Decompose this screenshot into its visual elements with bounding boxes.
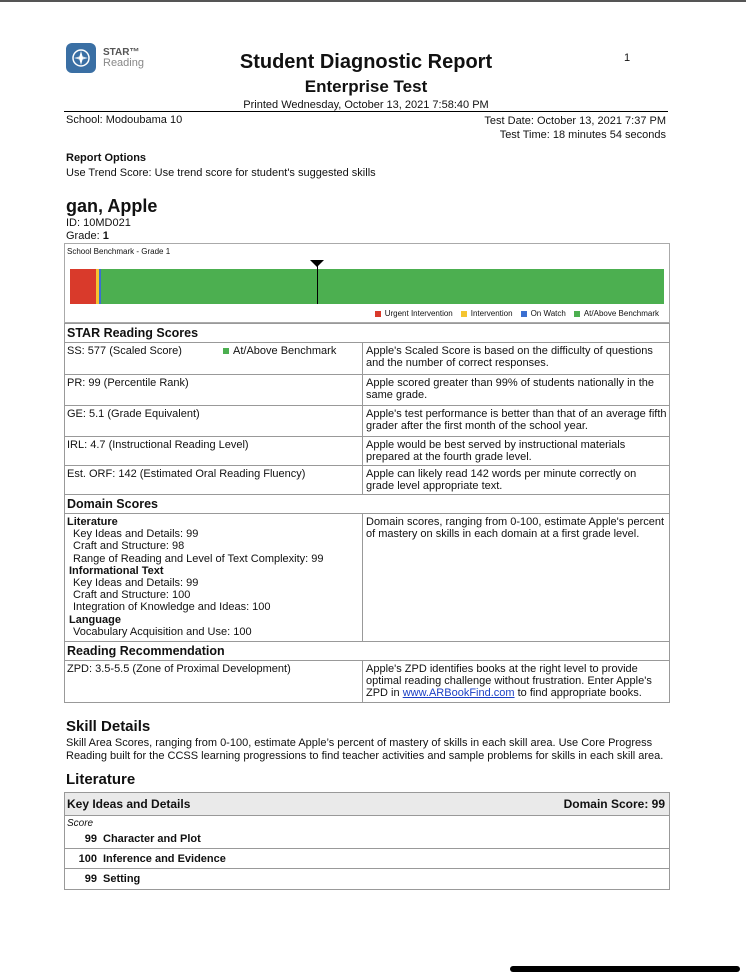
score-row [65, 465, 669, 494]
legend-item [521, 309, 566, 318]
test-time: Test Time: 18 minutes 54 seconds [499, 129, 666, 141]
logo-star-text: STAR™ [103, 47, 140, 58]
skill-score: 99 [84, 832, 97, 845]
score-description: Apple scored greater than 99% of students nationally in the same grade. [366, 377, 655, 401]
legend-item [461, 309, 513, 318]
score-description: Apple's test performance is better than that of an average fifth grader after the first month of the school year. [366, 408, 667, 432]
legend-swatch-icon [375, 311, 381, 317]
legend-swatch-icon [574, 311, 580, 317]
benchmark-segment [101, 269, 664, 304]
key-ideas-header [65, 793, 669, 816]
school-name: School: Modoubama 10 [66, 114, 183, 126]
score-label: GE: 5.1 (Grade Equivalent) [65, 406, 363, 436]
domain-item: Range of Reading and Level of Text Complexity: 99 [73, 552, 324, 565]
skill-score: 100 [78, 852, 97, 865]
score-label [65, 343, 363, 374]
key-ideas-box [64, 792, 670, 890]
zpd-text: Apple's ZPD identifies books at the right level to provide optimal reading challenge without frustration. Enter Apple's ZPD in [366, 663, 652, 699]
score-row [65, 342, 669, 374]
domain-item: Key Ideas and Details: 99 [73, 577, 199, 590]
score-description: Apple can likely read 142 words per minute correctly on grade level appropriate text. [366, 468, 637, 492]
header-rule [64, 111, 668, 112]
domain-item: Key Ideas and Details: 99 [73, 528, 199, 541]
skill-details-heading: Skill Details [66, 718, 151, 735]
legend-swatch-icon [461, 311, 467, 317]
score-label: Est. ORF: 142 (Estimated Oral Reading Fluency) [65, 466, 363, 494]
top-border [0, 0, 746, 2]
benchmark-chart [64, 243, 670, 323]
score-description: Apple's Scaled Score is based on the difficulty of questions and the number of correct responses. [366, 345, 653, 369]
page-number: 1 [624, 52, 631, 64]
benchmark-bar [70, 269, 664, 304]
domain-item: Craft and Structure: 98 [73, 540, 185, 553]
score-marker-line [317, 264, 318, 304]
literature-heading: Literature [66, 771, 136, 788]
student-id: ID: 10MD021 [66, 217, 131, 229]
skill-name: Setting [103, 873, 141, 885]
test-info [484, 114, 666, 142]
domain-informational: Informational Text [69, 564, 164, 577]
legend-label: On Watch [530, 309, 566, 318]
home-indicator[interactable] [510, 966, 740, 972]
report-options-text: Use Trend Score: Use trend score for student's suggested skills [66, 167, 376, 179]
domain-score: Domain Score: 99 [563, 797, 665, 811]
zpd-text-end: to find appropriate books. [514, 687, 642, 699]
skill-details-text: Skill Area Scores, ranging from 0-100, estimate Apple’s percent of mastery of skills in each skill area. Use Core Progress Reading built for the CCSS learning progressions to find teacher activities and sample problems for skills in each skill area. [66, 737, 664, 762]
test-date: Test Date: October 13, 2021 7:37 PM [484, 115, 666, 127]
benchmark-legend [367, 309, 659, 318]
report-options-heading: Report Options [66, 152, 147, 164]
logo-reading-text: Reading [103, 57, 144, 69]
skill-name: Character and Plot [103, 832, 201, 845]
score-label: PR: 99 (Percentile Rank) [65, 375, 363, 405]
zpd-value: ZPD: 3.5-5.5 (Zone of Proximal Development) [65, 661, 363, 702]
reading-recommendation-heading: Reading Recommendation [65, 641, 669, 660]
key-ideas-title: Key Ideas and Details [67, 797, 191, 811]
legend-label: Intervention [470, 309, 513, 318]
score-row [65, 374, 669, 405]
domain-item: Craft and Structure: 100 [73, 589, 191, 602]
skill-name: Inference and Evidence [103, 852, 226, 865]
report-title: Student Diagnostic Report [239, 51, 493, 73]
domain-description: Domain scores, ranging from 0-100, estimate Apple's percent of mastery on skills in each domain at a first grade level. [366, 516, 665, 540]
legend-label: At/Above Benchmark [583, 309, 659, 318]
legend-item [574, 309, 659, 318]
student-name: gan, Apple [66, 196, 158, 216]
domain-language: Language [69, 613, 121, 626]
domain-item: Integration of Knowledge and Ideas: 100 [73, 601, 271, 614]
grade-value: 1 [99, 230, 109, 242]
arbookfind-link[interactable]: www.ARBookFind.com [402, 687, 515, 699]
skill-row [65, 849, 669, 869]
domain-list [65, 514, 363, 641]
score-description: Apple would be best served by instructional materials prepared at the fourth grade level. [366, 439, 626, 463]
domain-item: Vocabulary Acquisition and Use: 100 [73, 625, 252, 638]
benchmark-label: School Benchmark - Grade 1 [67, 247, 171, 256]
star-scores-heading: STAR Reading Scores [65, 323, 669, 342]
score-column-label: Score [67, 818, 94, 829]
scaled-score: SS: 577 (Scaled Score) [67, 345, 182, 357]
benchmark-segment [70, 269, 96, 304]
skill-score: 99 [84, 873, 97, 885]
skill-row [65, 829, 669, 849]
printed-date: Printed Wednesday, October 13, 2021 7:58:40 PM [243, 99, 489, 111]
domain-literature: Literature [67, 516, 118, 528]
report-subtitle: Enterprise Test [304, 77, 428, 96]
skill-row [65, 869, 669, 889]
scores-table [64, 323, 670, 703]
score-label: IRL: 4.7 (Instructional Reading Level) [65, 437, 363, 465]
grade-label: Grade: [66, 230, 100, 242]
legend-item [375, 309, 453, 318]
score-row [65, 436, 669, 465]
student-grade [66, 230, 109, 242]
green-square-icon [223, 348, 229, 354]
legend-swatch-icon [521, 311, 527, 317]
legend-label: Urgent Intervention [384, 309, 453, 318]
zpd-description [363, 661, 669, 702]
domain-row [65, 513, 669, 641]
score-row [65, 405, 669, 436]
domain-scores-heading: Domain Scores [65, 494, 669, 513]
benchmark-badge [223, 345, 336, 357]
benchmark-badge-text: At/Above Benchmark [233, 345, 337, 357]
zpd-row [65, 660, 669, 702]
